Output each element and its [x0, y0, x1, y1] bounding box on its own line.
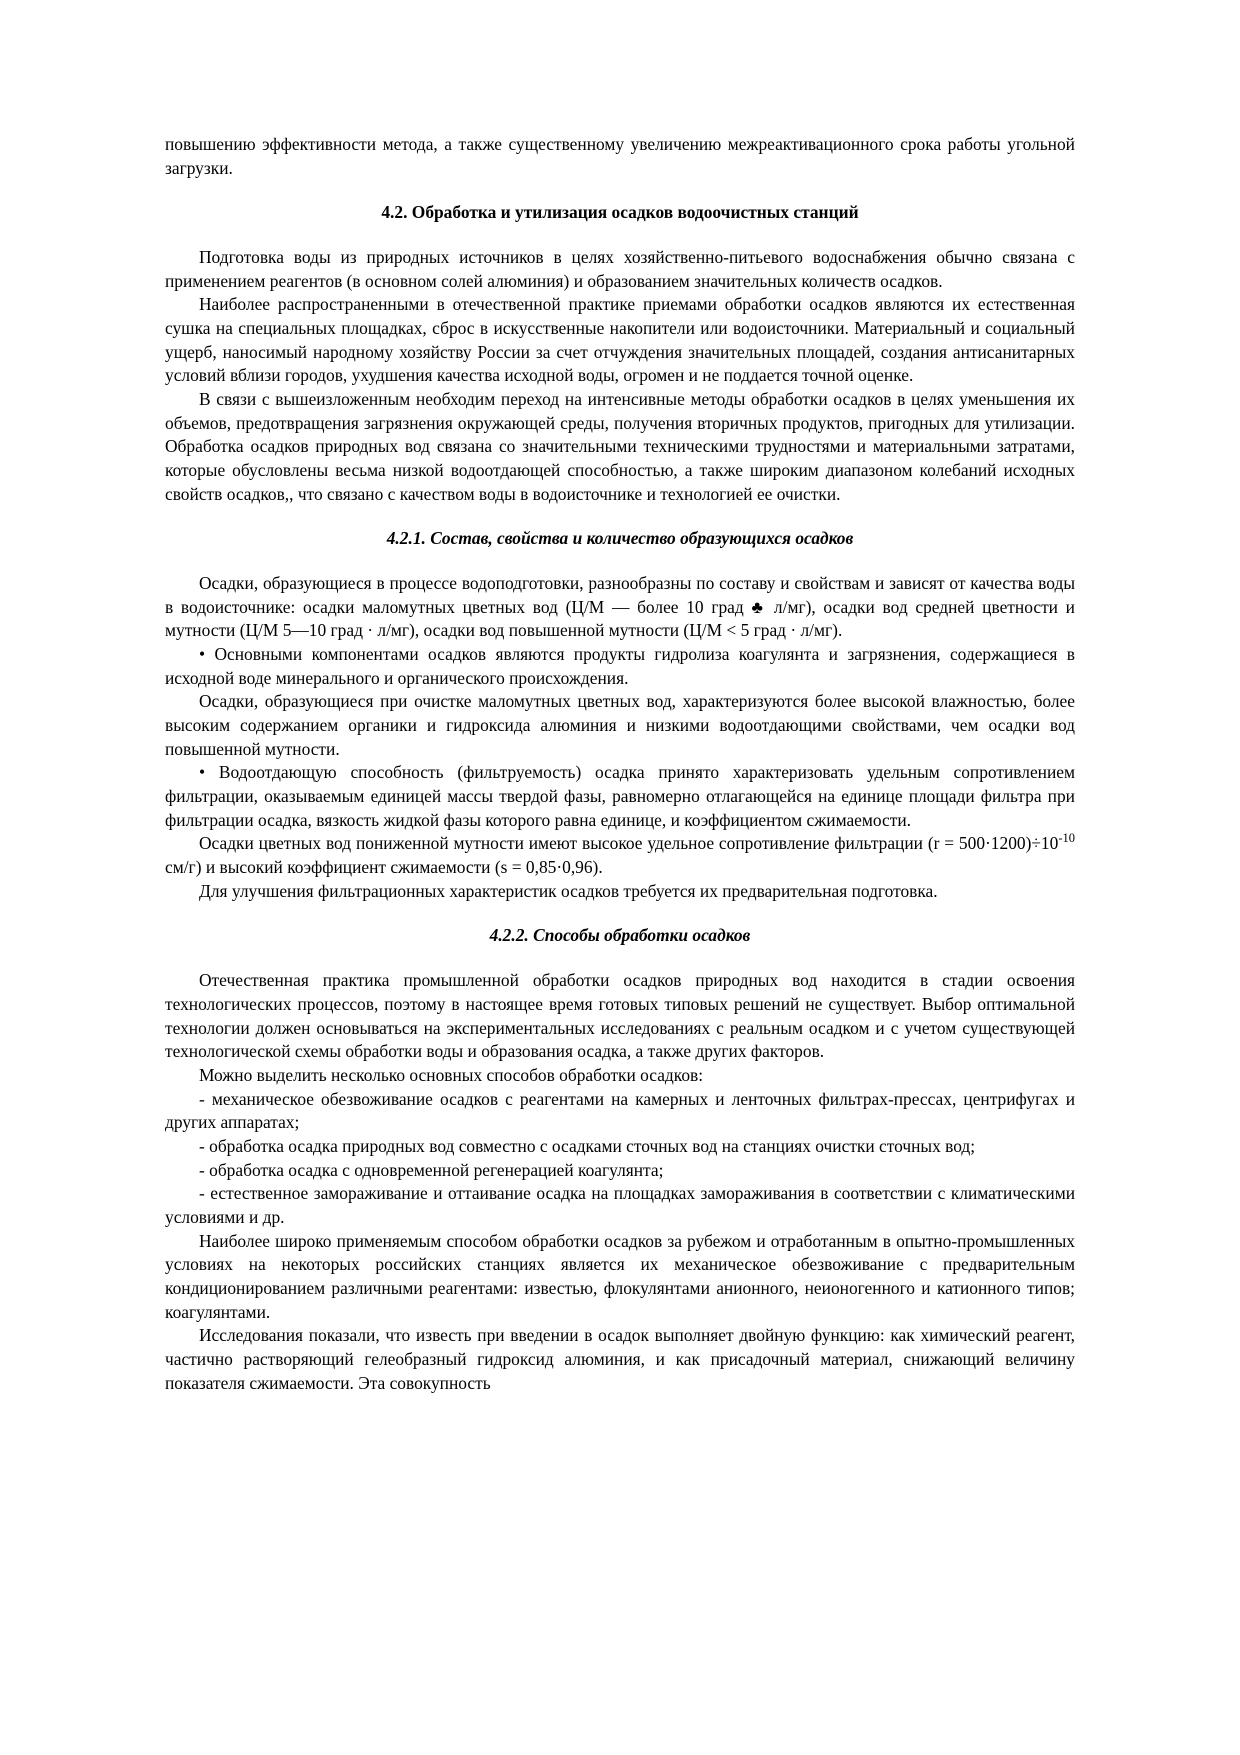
- paragraph-6: Осадки, образующиеся при очистке маломутных цветных вод, характеризуются более высокой влажностью, более высоким содержанием органики и гидроксида алюминия и низкими водоотдающими свойствами, чем осадки вод повышенной мутности.: [165, 691, 1075, 759]
- paragraph-7: • Водоотдающую способность (фильтруемость) осадка принято характеризовать удельным сопротивлением фильтрации, оказываемым единицей массы твердой фазы, равномерно отлагающейся на единице площади фильтра при фильтрации осадка, вязкость жидкой фазы которого равна единице, и коэффициентом сжимаемости.: [165, 762, 1075, 830]
- paragraph-16: Наиболее широко применяемым способом обработки осадков за рубежом и отработанным в опытно-промышленных условиях на некоторых российских станциях является их механическое обезвоживание с предварительным кондиционированием различными реагентами: известью, флокулянтами анионного, неионогенного и катионного типов; коагулянтами.: [165, 1230, 1075, 1322]
- paragraph-12: - механическое обезвоживание осадков с реагентами на камерных и ленточных фильтрах-прессах, центрифугах и других аппаратах;: [165, 1088, 1075, 1133]
- paragraph-15: - естественное замораживание и оттаивание осадка на площадках замораживания в соответствии с климатическими условиями и др.: [165, 1183, 1075, 1227]
- paragraph-10: Отечественная практика промышленной обработки осадков природных вод находится в стадии освоения технологических процессов, поэтому в настоящее время готовых типовых решений не существует. Выбор оптимальной технологии должен основываться на экспериментальных исследованиях с реальным осадком и с учетом существующей технологической схемы обработки воды и образования осадка, а также других факторов.: [165, 970, 1075, 1062]
- paragraph-8-text-after: см/г) и высокий коэффициент сжимаемости (s = 0,85·0,96).: [165, 857, 603, 878]
- paragraph-8: [165, 832, 1075, 879]
- paragraph-2: Наиболее распространенными в отечественной практике приемами обработки осадков являются их естественная сушка на специальных площадках, сброс в искусственные накопители или водоисточники. Материальный и социальный ущерб, наносимый народному хозяйству России за счет отчуждения значительных площадей, создания антисанитарных условий вблизи городов, ухудшения качества исходной воды, огромен и не поддается точной оценке.: [165, 294, 1075, 386]
- paragraph-4: Осадки, образующиеся в процессе водоподготовки, разнообразны по составу и свойствам и зависят от качества воды в водоисточнике: осадки маломутных цветных вод (Ц/М — более 10 град ♣ л/мг), осадки вод средней цветности и мутности (Ц/М 5—10 град · л/мг), осадки вод повышенной мутности (Ц/М < 5 град · л/мг).: [165, 573, 1075, 641]
- paragraph-5: • Основными компонентами осадков являются продукты гидролиза коагулянта и загрязнения, содержащиеся в исходной воде минерального и органического происхождения.: [165, 644, 1075, 688]
- paragraph-8-text-before: Осадки цветных вод пониженной мутности имеют высокое удельное сопротивление фильтрации (r = 500·1200)÷10: [199, 833, 1059, 854]
- section-heading-4-2: 4.2. Обработка и утилизация осадков водоочистных станций: [381, 202, 859, 223]
- paragraph-intro: повышению эффективности метода, а также существенному увеличению межреактивационного срока работы угольной загрузки.: [165, 134, 1075, 178]
- paragraph-11: Можно выделить несколько основных способов обработки осадков:: [199, 1064, 704, 1085]
- paragraph-1: Подготовка воды из природных источников в целях хозяйственно-питьевого водоснабжения обычно связана с применением реагентов (в основном солей алюминия) и образованием значительных количеств осадков.: [165, 247, 1075, 291]
- paragraph-9: Для улучшения фильтрационных характеристик осадков требуется их предварительная подготовка.: [199, 880, 938, 901]
- paragraph-3: В связи с вышеизложенным необходим переход на интенсивные методы обработки осадков в целях уменьшения их объемов, предотвращения загрязнения окружающей среды, получения вторичных продуктов, пригодных для утилизации. Обработка осадков природных вод связана со значительными техническими трудностями и материальными затратами, которые обусловлены весьма низкой водоотдающей способностью, а также широким диапазоном колебаний исходных свойств осадков,, что связано с качеством воды в водоисточнике и технологией ее очистки.: [165, 389, 1075, 504]
- paragraph-17: Исследования показали, что известь при введении в осадок выполняет двойную функцию: как химический реагент, частично растворяющий гелеобразный гидроксид алюминия, и как присадочный материал, снижающий величину показателя сжимаемости. Эта совокупность: [165, 1325, 1075, 1393]
- section-heading-4-2-2: 4.2.2. Способы обработки осадков: [489, 925, 751, 946]
- section-heading-4-2-1: 4.2.1. Состав, свойства и количество образующихся осадков: [386, 528, 854, 549]
- paragraph-14: - обработка осадка с одновременной регенерацией коагулянта;: [199, 1159, 664, 1180]
- paragraph-13: - обработка осадка природных вод совместно с осадками сточных вод на станциях очистки сточных вод;: [199, 1135, 976, 1156]
- paragraph-8-exponent: -10: [1058, 831, 1075, 846]
